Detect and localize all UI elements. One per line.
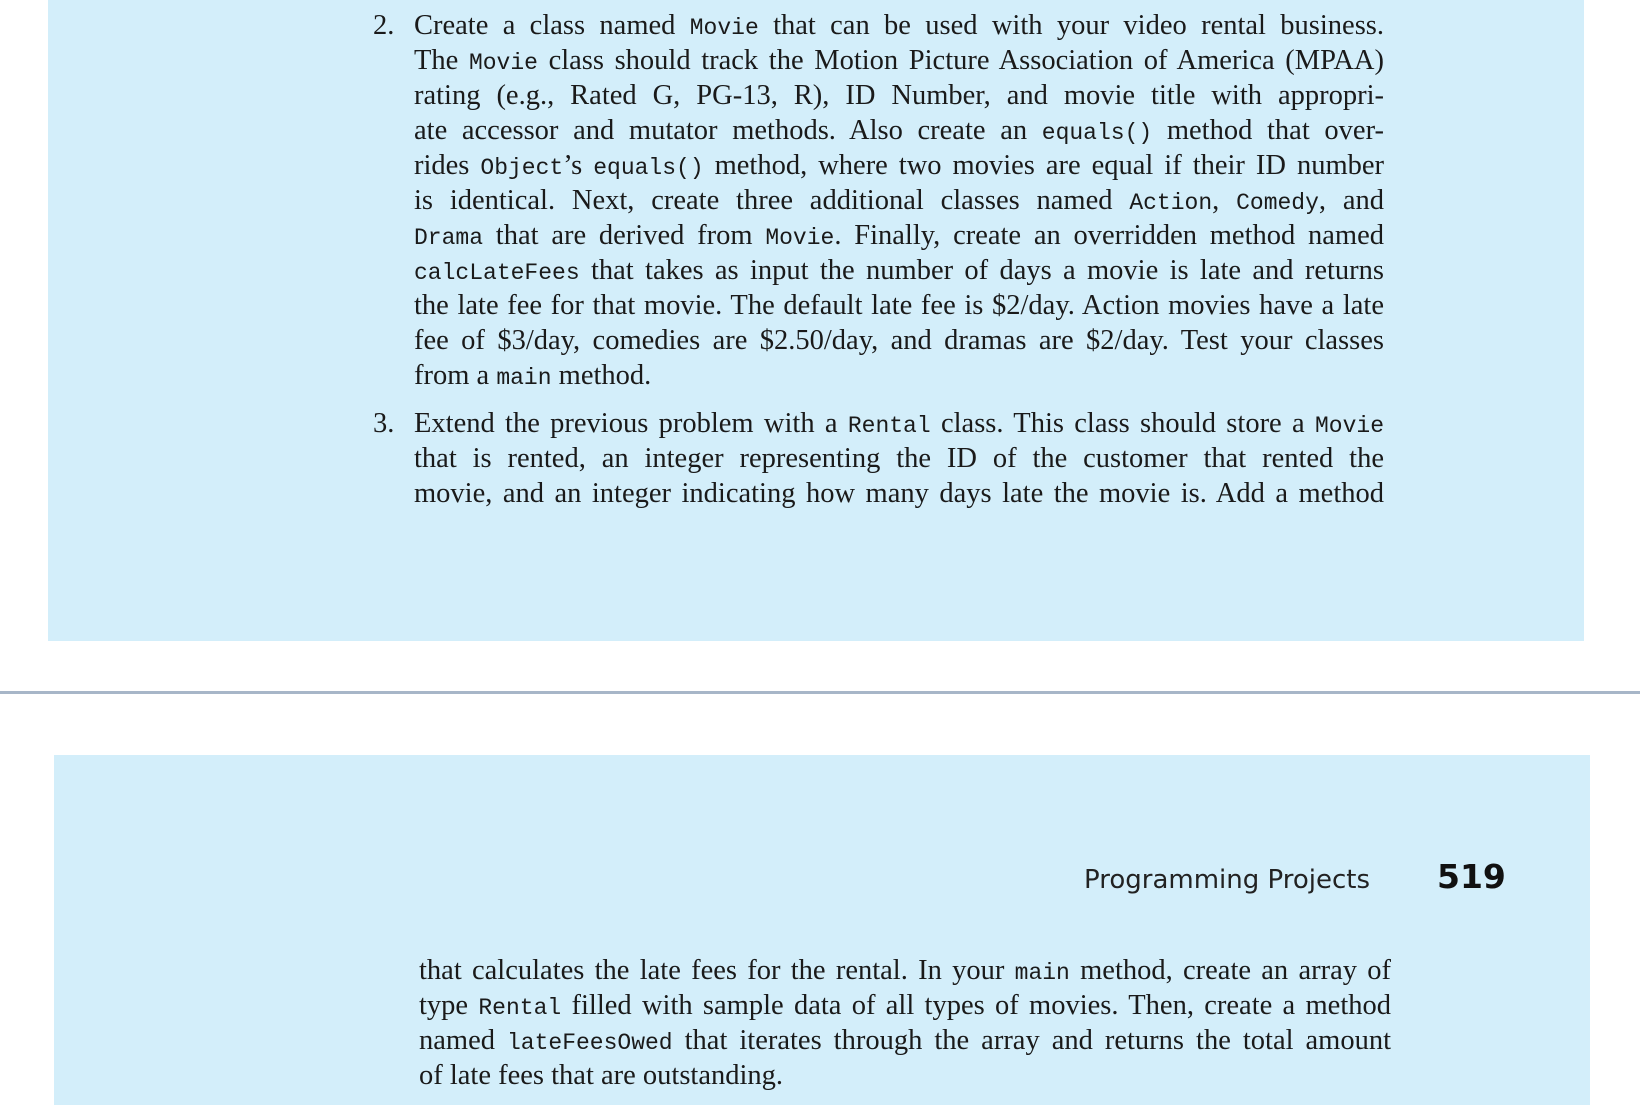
inline-code: main [496,365,552,391]
text-line [414,8,1384,43]
text-run: , and [1318,185,1385,216]
text-run: , [1212,185,1237,216]
text-run: Extend the previous problem with a [414,408,848,439]
inline-code: Drama [414,225,484,251]
text-run: movie, and an integer indicating how many days late the movie is. Add a method [414,478,1384,509]
text-line [414,78,1384,113]
project-2-number: 2. [373,10,395,41]
project-2-text [414,8,1384,393]
text-run: from a [414,360,497,391]
text-line [414,183,1384,218]
text-run: that is rented, an integer representing the ID of the customer that rented the [414,443,1384,474]
continuation-text [419,953,1391,1093]
text-line [414,288,1384,323]
inline-code: Movie [1314,413,1384,439]
text-run: is identical. Next, create three additional classes named [414,185,1130,216]
inline-code: equals() [593,155,704,181]
text-line [414,323,1384,358]
page-divider [0,691,1640,694]
text-run: . Finally, create an overridden method named [834,220,1385,251]
text-run: rating (e.g., Rated G, PG-13, R), ID Number, and movie title with appropri- [414,80,1384,111]
text-run: that can be used with your video rental business. [758,10,1385,41]
inline-code: Action [1129,190,1213,216]
text-line [414,148,1384,183]
text-run: the late fee for that movie. The default late fee is $2/day. Action movies have a late [414,290,1384,321]
inline-code: Object [480,155,564,181]
text-run: Create a class named [414,10,690,41]
text-run: that are derived from [483,220,766,251]
page-number: 519 [1437,857,1506,896]
inline-code: Movie [468,50,538,76]
project-3-number: 3. [373,408,395,439]
text-run: ’s [563,150,594,181]
text-run: class should track the Motion Picture Association of America (MPAA) [537,45,1384,76]
text-line [414,406,1384,441]
text-line [414,113,1384,148]
text-line [414,358,1384,393]
inline-code: Comedy [1236,190,1319,216]
text-run: named [419,1025,507,1056]
text-line [419,988,1391,1023]
inline-code: Rental [847,413,931,439]
text-line [419,1023,1391,1058]
text-run: method, create an array of [1069,955,1391,986]
text-run: rides [414,150,481,181]
text-run: type [419,990,479,1021]
text-run: of late fees that are outstanding. [419,1060,784,1091]
inline-code: Rental [478,995,562,1021]
inline-code: lateFeesOwed [506,1030,673,1056]
text-line [419,953,1391,988]
project-3 [367,406,1384,511]
text-run: filled with sample data of all types of movies. Then, create a method [561,990,1391,1021]
text-line [414,43,1384,78]
inline-code: Movie [689,15,759,41]
text-run: that iterates through the array and returns the total amount [672,1025,1392,1056]
inline-code: Movie [765,225,835,251]
text-run: ate accessor and mutator methods. Also create an [414,115,1042,146]
text-run: method, where two movies are equal if their ID number [703,150,1385,181]
project-3-text [414,406,1384,511]
text-run: method. [551,360,652,391]
text-run: that takes as input the number of days a movie is late and returns [579,255,1384,286]
text-line [414,476,1384,511]
inline-code: calcLateFees [414,260,580,286]
inline-code: main [1014,960,1070,986]
running-head-title: Programming Projects [1084,865,1370,895]
project-2 [367,8,1384,393]
inline-code: equals() [1041,120,1153,146]
text-run: fee of $3/day, comedies are $2.50/day, and dramas are $2/day. Test your classes [414,325,1384,356]
text-line [419,1058,1391,1093]
text-line [414,441,1384,476]
text-run: method that over- [1152,115,1384,146]
text-run: that calculates the late fees for the rental. In your [419,955,1015,986]
text-run: The [414,45,469,76]
text-run: class. This class should store a [930,408,1315,439]
text-line [414,253,1384,288]
text-line [414,218,1384,253]
